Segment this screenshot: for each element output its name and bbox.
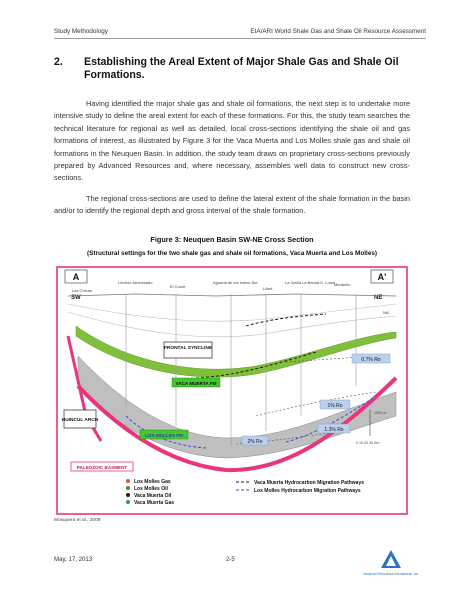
figure-source: Mosquera et al., 2009 (54, 518, 101, 523)
header-rule (54, 38, 426, 39)
legend-lm-oil: Los Molles Oil (134, 486, 168, 492)
legend-vm-pathway: Vaca Muerta Hydrocarbon Migration Pathways (254, 480, 365, 486)
ro-13-label: 1.3% Ro (324, 427, 344, 433)
footer-page-number: 2-5 (226, 556, 235, 563)
legend-lm-gas: Los Molles Gas (134, 479, 171, 485)
header-right: EIA/ARI World Shale Gas and Shale Oil Resource Assessment (250, 28, 426, 35)
place-lindero-atravesado: Lindero Atravesado (118, 280, 153, 285)
section-title: Establishing the Areal Extent of Major Shale Gas and Shale Oil Formations. (84, 56, 399, 81)
place-medanito: Medanito (334, 282, 351, 287)
paragraph-1: Having identified the major shale gas and shale oil formations, the next step is to undertake more intensive study to define the areal extent for each of these formations. For this, the study team searches the technical literature for regional as well as detailed, local cross-sections identifying the shale oil and gas formations of interest, as illustrated by Figure 3 for the Vaca Muerta and Los Molles shale gas and shale oil formations in the Neuquen Basin. In addition, the study team draws on proprietary cross-sections previously prepared by Advanced Resources and, where necessary, assembles well data to construct new cross-sections. (54, 99, 410, 183)
footer-date: May, 17, 2013 (54, 556, 93, 563)
figure-subcaption: (Structural settings for the two shale gas and shale oil formations, Vaca Muerta and Los Molles) (86, 250, 378, 257)
ro-1-label: 1% Ro (327, 403, 343, 409)
paragraph-2: The regional cross-sections are used to define the lateral extent of the shale formation in the basin and/or to identify the regional depth and gross interval of the shale formation. (54, 194, 410, 216)
nm-label: NM (383, 311, 389, 315)
huincul-arch-label: HUINCUL ARCH (61, 418, 99, 423)
logo-text: Advanced Resources International, Inc. (363, 572, 419, 576)
header-left: Study Methodology (54, 28, 108, 35)
place-la-jarilla: La Jarilla La Banda E. Loma (285, 280, 336, 285)
paleozoic-basement-label: PALEOZOIC BASMENT (76, 465, 128, 470)
km-scale-label: 0 10 20 30 Km (356, 441, 380, 445)
section-start-label: A (72, 272, 80, 282)
place-lilled: Lilled (263, 286, 273, 291)
legend-swatch-vm-gas (126, 500, 130, 504)
legend-lm-pathway: Los Molles Hydrocarbon Migration Pathways (254, 488, 361, 494)
legend-vm-gas: Vaca Muerta Gas (134, 500, 175, 506)
figure-caption: Figure 3: Neuquen Basin SW-NE Cross Section (150, 235, 314, 244)
los-molles-label: LOS MOLLES FM (145, 433, 183, 438)
ro-2-label: 2% Ro (247, 439, 263, 445)
section-number: 2. (54, 56, 63, 68)
cross-section-figure (56, 266, 408, 515)
place-el-cruce: El Cruce (170, 284, 186, 289)
direction-sw: SW (71, 295, 81, 301)
place-aguada: Aguada de los Indios Sur (213, 280, 258, 285)
place-las-chivas: Las Chivas (72, 288, 92, 293)
depth-scale-label: 1000 m (374, 411, 386, 415)
advanced-resources-logo (363, 548, 419, 584)
frontal-syncline-text: FRONTAL SYNCLINE (163, 346, 213, 351)
direction-ne: NE (374, 295, 383, 301)
ro-07-label: 0.7% Ro (361, 357, 381, 363)
frontal-syncline-label (164, 345, 213, 351)
legend-swatch-lm-gas (126, 479, 130, 483)
legend-vm-oil: Vaca Muerta Oil (134, 493, 172, 499)
vaca-muerta-label: VACA MUERTA FM (175, 381, 217, 386)
section-end-label: A' (377, 272, 387, 282)
legend-swatch-vm-oil (126, 493, 130, 497)
legend-swatch-lm-oil (126, 486, 130, 490)
